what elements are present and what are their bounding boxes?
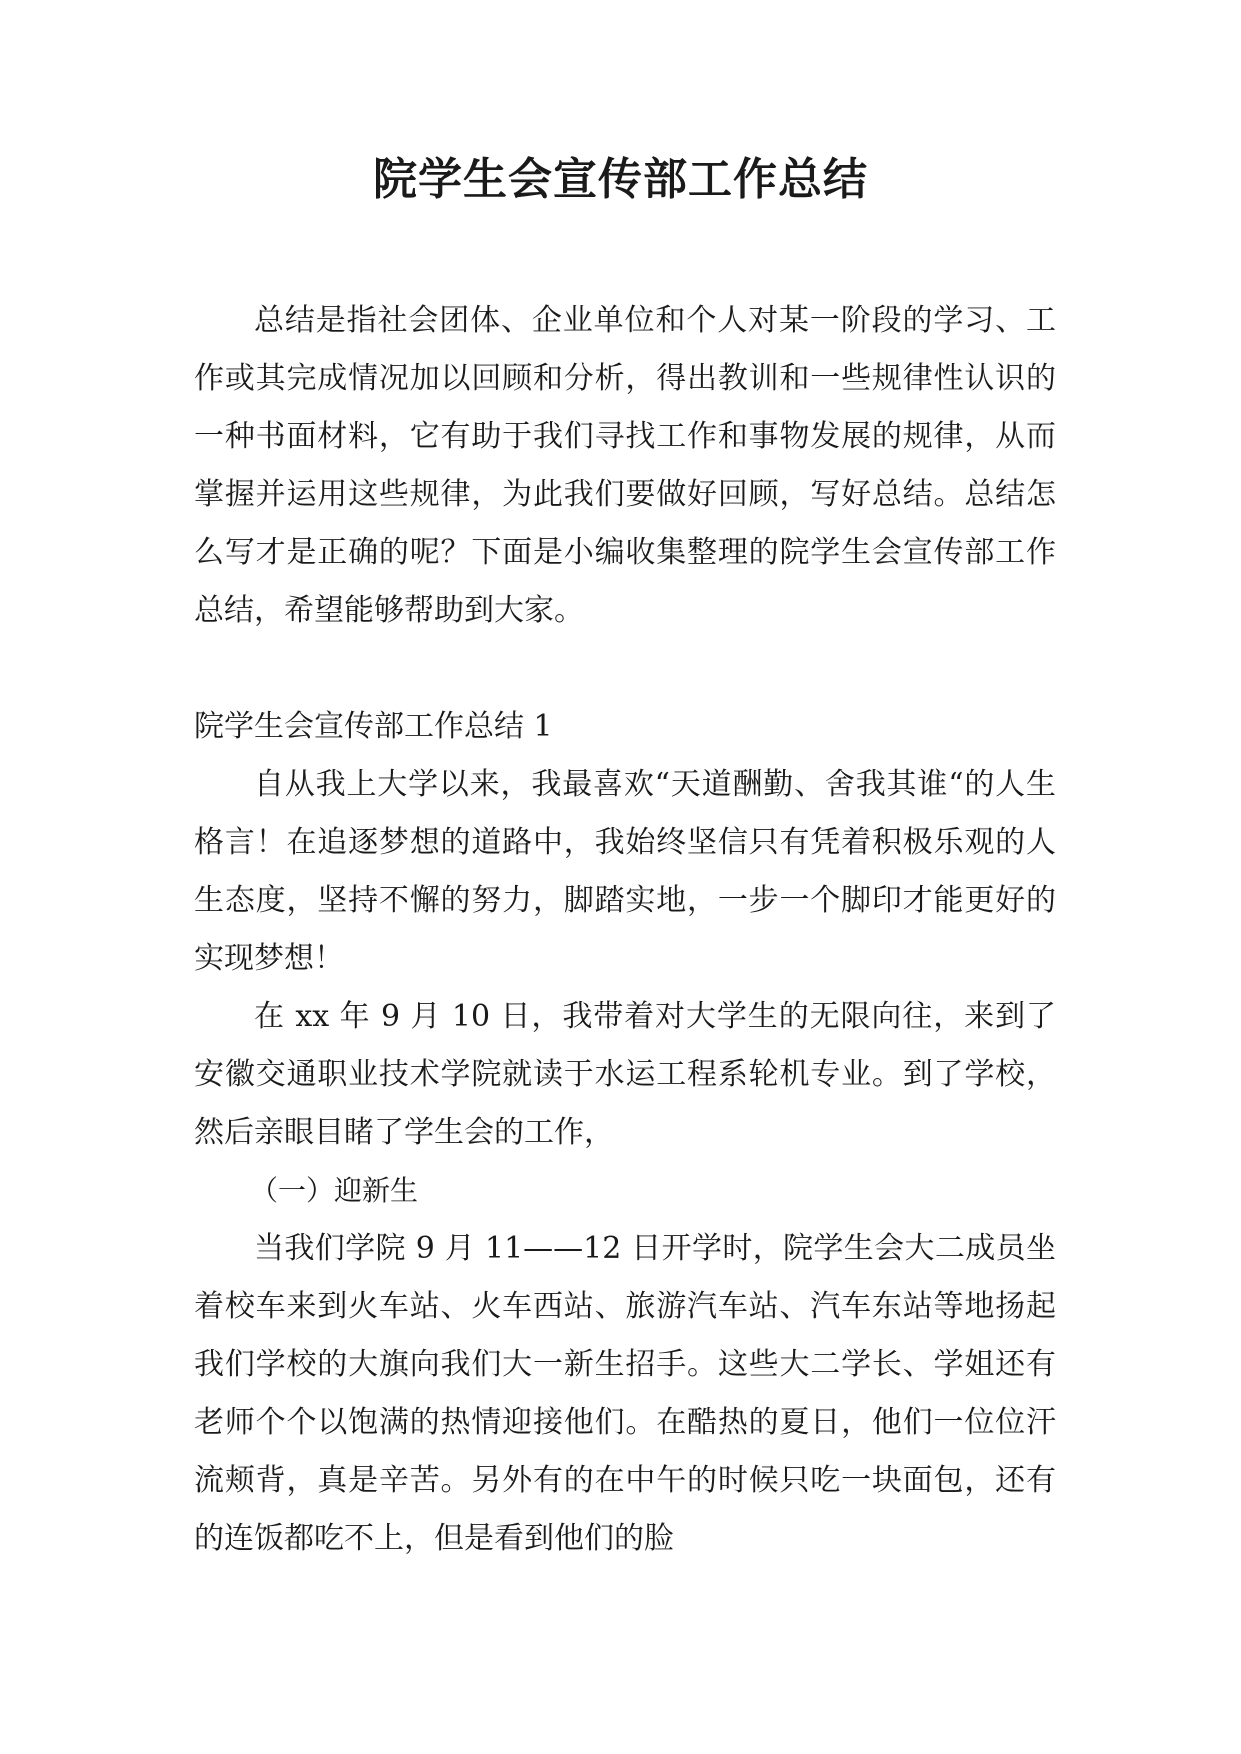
intro-paragraph: 总结是指社会团体、企业单位和个人对某一阶段的学习、工作或其完成情况加以回顾和分析，得出教训和一些规律性认识的一种书面材料，它有助于我们寻找工作和事物发展的规律，从而掌握并运用这些规律，为此我们要做好回顾，写好总结。总结怎么写才是正确的呢？下面是小编收集整理的院学生会宣传部工作总结，希望能够帮助到大家。 (194, 303, 1056, 628)
body-paragraph: 当我们学院 9 月 11——12 日开学时，院学生会大二成员坐着校车来到火车站、火车西站、旅游汽车站、汽车东站等地扬起我们学校的大旗向我们大一新生招手。这些大二学长、学姐还有老师个个以饱满的热情迎接他们。在酷热的夏日，他们一位位汗流颊背，真是辛苦。另外有的在中午的时候只吃一块面包，还有的连饭都吃不上，但是看到他们的脸 (194, 1231, 1056, 1556)
body-paragraph: 在 xx 年 9 月 10 日，我带着对大学生的无限向往，来到了安徽交通职业技术学院就读于水运工程系轮机专业。到了学校，然后亲眼目睹了学生会的工作， (194, 999, 1056, 1150)
page-title: 院学生会宣传部工作总结 (373, 154, 868, 205)
body-paragraph: 自从我上大学以来，我最喜欢“天道酬勤、舍我其谁“的人生格言！在追逐梦想的道路中，我始终坚信只有凭着积极乐观的人生态度，坚持不懈的努力，脚踏实地，一步一个脚印才能更好的实现梦想！ (194, 767, 1056, 976)
section-title: 院学生会宣传部工作总结 1 (194, 709, 553, 744)
subsection-heading: （一）迎新生 (250, 1174, 419, 1207)
document-body (194, 292, 1056, 1568)
